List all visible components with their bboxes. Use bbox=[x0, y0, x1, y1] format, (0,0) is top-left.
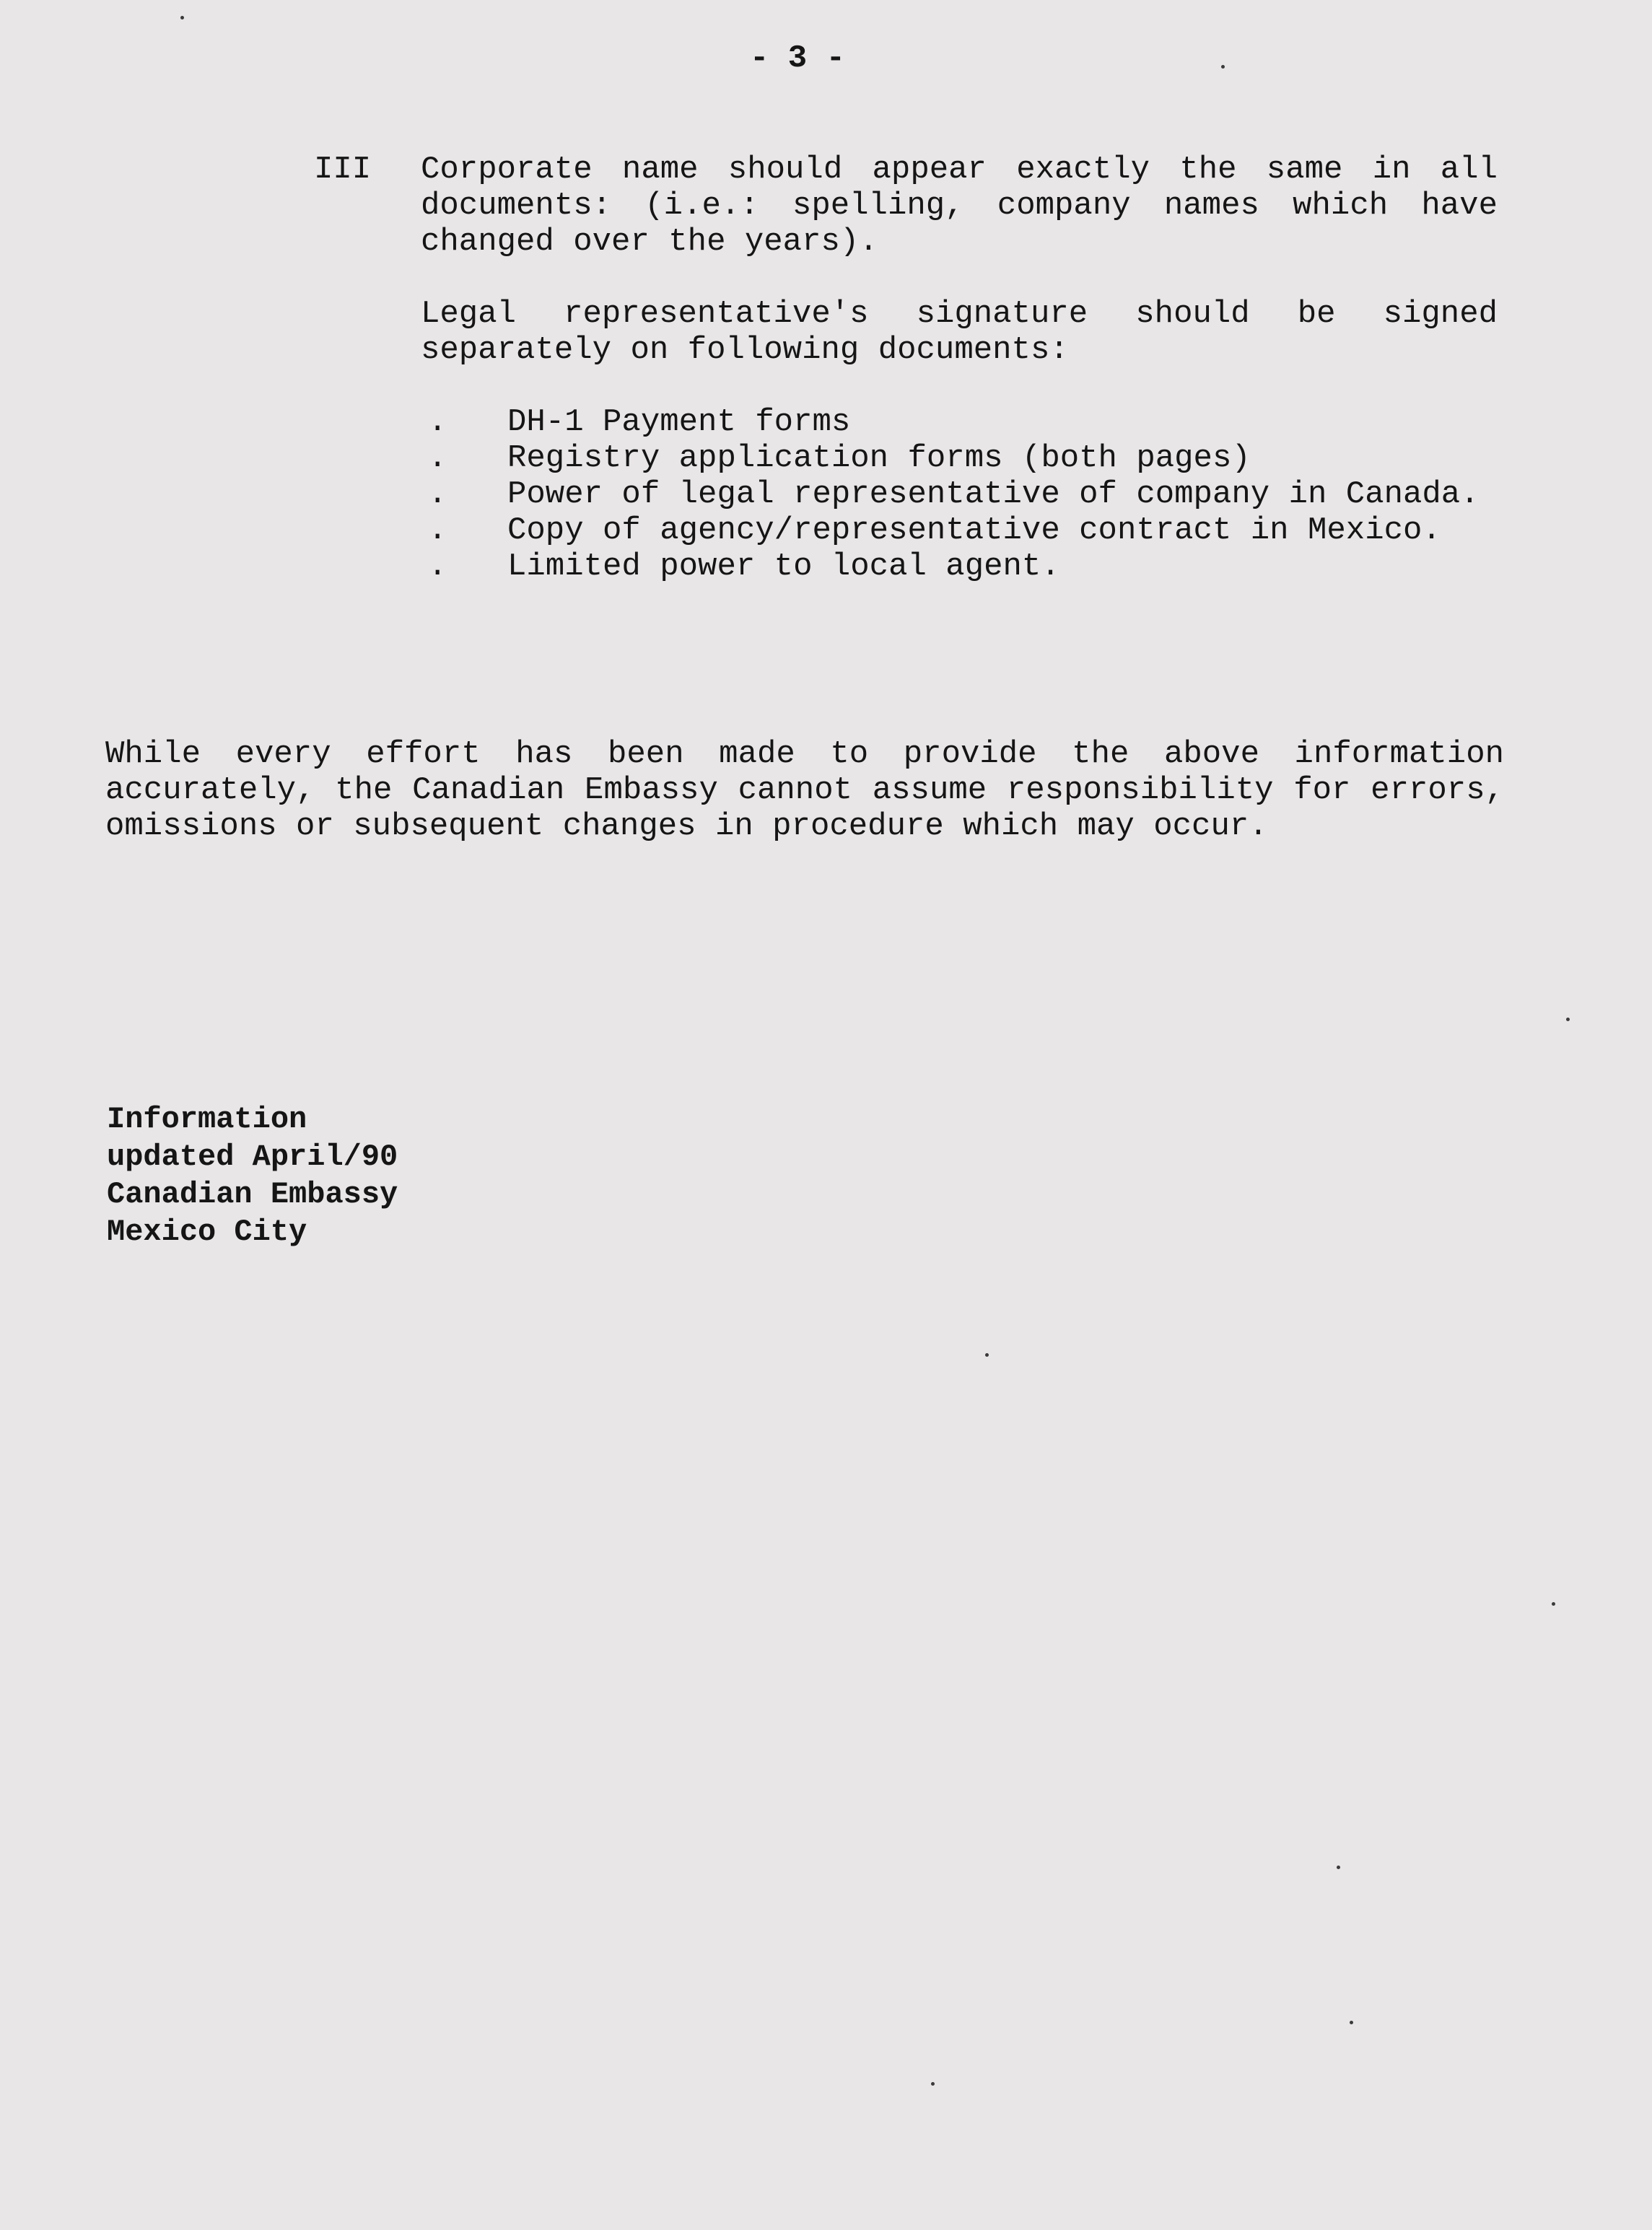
bullet-dot-icon: . bbox=[428, 404, 447, 440]
scan-speck bbox=[1566, 1018, 1570, 1021]
corporate-name-paragraph: Corporate name should appear exactly the same in all documents: (i.e.: spelling, company names which have changed over the years). bbox=[421, 152, 1498, 260]
list-item bbox=[421, 440, 1498, 476]
disclaimer-paragraph: While every effort has been made to provide the above information accurately, the Canadian Embassy cannot assume responsibility for errors, omissions or subsequent changes in procedure which may occur. bbox=[105, 736, 1504, 844]
list-item bbox=[421, 548, 1498, 585]
list-item-text: Limited power to local agent. bbox=[507, 548, 1060, 585]
scan-speck bbox=[1350, 2021, 1353, 2024]
bullet-dot-icon: . bbox=[428, 476, 447, 512]
bullet-dot-icon: . bbox=[428, 512, 447, 548]
footer-signature-block bbox=[107, 1101, 398, 1251]
bullet-dot-icon: . bbox=[428, 440, 447, 476]
scan-speck bbox=[1221, 65, 1225, 69]
list-item-text: Power of legal representative of company in Canada. bbox=[507, 476, 1480, 512]
list-item-text: Registry application forms (both pages) bbox=[507, 440, 1251, 476]
document-list bbox=[421, 404, 1498, 585]
list-item-text: Copy of agency/representative contract in Mexico. bbox=[507, 512, 1441, 548]
signature-paragraph: Legal representative's signature should be signed separately on following documents: bbox=[421, 296, 1498, 368]
section-body bbox=[421, 152, 1498, 585]
bullet-dot-icon: . bbox=[428, 548, 447, 585]
list-item bbox=[421, 404, 1498, 440]
list-item-text: DH-1 Payment forms bbox=[507, 404, 851, 440]
scan-speck bbox=[931, 2082, 935, 2086]
section-numeral: III bbox=[314, 152, 372, 188]
list-item bbox=[421, 476, 1498, 512]
scan-speck bbox=[180, 16, 184, 19]
scan-speck bbox=[1337, 1866, 1340, 1869]
page-number: - 3 - bbox=[749, 40, 846, 76]
footer-line: Information bbox=[107, 1102, 307, 1137]
scan-speck bbox=[985, 1353, 989, 1357]
footer-line: updated April/90 bbox=[107, 1140, 398, 1174]
list-item bbox=[421, 512, 1498, 548]
scan-speck bbox=[1552, 1602, 1555, 1606]
footer-line: Mexico City bbox=[107, 1215, 307, 1249]
footer-line: Canadian Embassy bbox=[107, 1177, 398, 1212]
